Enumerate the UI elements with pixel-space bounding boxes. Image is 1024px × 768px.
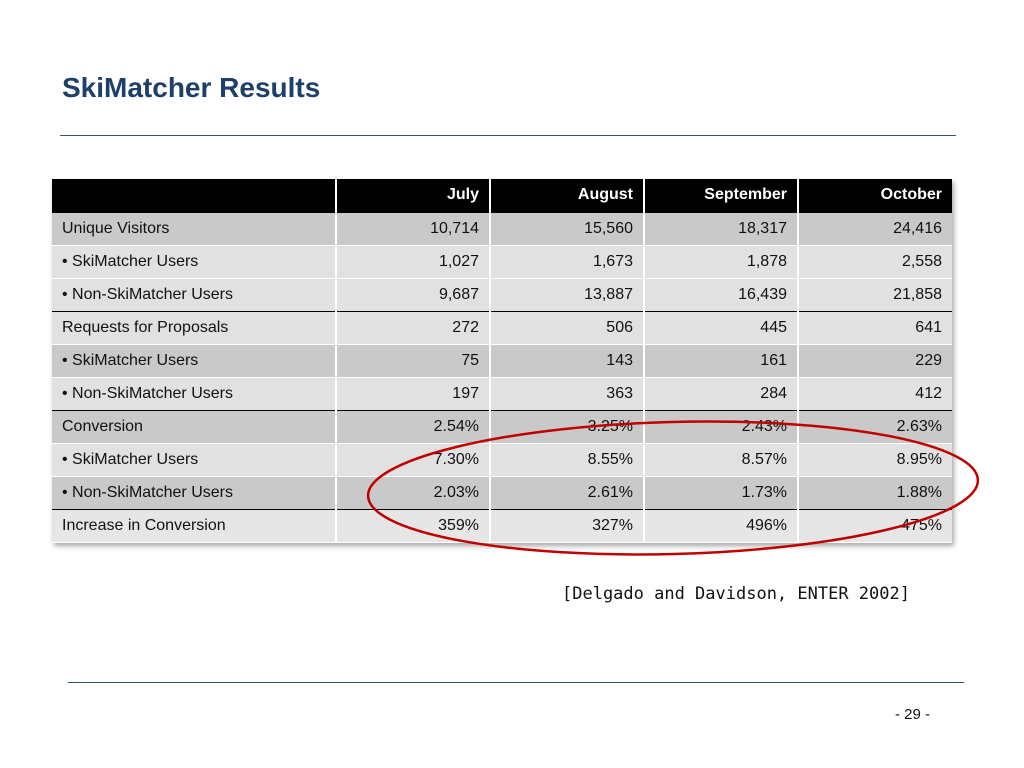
table-cell: 10,714: [336, 212, 490, 245]
table-cell: 2,558: [798, 245, 952, 278]
table-cell: 641: [798, 311, 952, 344]
bottom-divider: [68, 682, 964, 683]
row-label: Conversion: [52, 410, 336, 443]
table-cell: 2.61%: [490, 476, 644, 509]
table-cell: 8.55%: [490, 443, 644, 476]
table-cell: 161: [644, 344, 798, 377]
table-cell: 143: [490, 344, 644, 377]
table-cell: 7.30%: [336, 443, 490, 476]
row-label: Unique Visitors: [52, 212, 336, 245]
table-row: [52, 509, 952, 542]
header-cell-september: September: [644, 179, 798, 212]
table-row: [52, 410, 952, 443]
row-label: • Non-SkiMatcher Users: [52, 278, 336, 311]
top-divider: [60, 135, 956, 136]
table-cell: 475%: [798, 509, 952, 542]
table-cell: 9,687: [336, 278, 490, 311]
results-table-container: [52, 179, 952, 543]
table-cell: 1,027: [336, 245, 490, 278]
table-cell: 8.95%: [798, 443, 952, 476]
results-table: [52, 179, 952, 543]
table-header-row: [52, 179, 952, 212]
header-cell-august: August: [490, 179, 644, 212]
table-cell: 197: [336, 377, 490, 410]
table-cell: 2.43%: [644, 410, 798, 443]
header-cell-blank: [52, 179, 336, 212]
table-cell: 21,858: [798, 278, 952, 311]
table-cell: 18,317: [644, 212, 798, 245]
table-row: [52, 278, 952, 311]
slide-title: SkiMatcher Results: [62, 72, 321, 103]
table-row: [52, 344, 952, 377]
row-label: • Non-SkiMatcher Users: [52, 377, 336, 410]
header-cell-october: October: [798, 179, 952, 212]
table-cell: 2.54%: [336, 410, 490, 443]
table-cell: 496%: [644, 509, 798, 542]
table-row: [52, 245, 952, 278]
table-cell: 2.03%: [336, 476, 490, 509]
row-label: Requests for Proposals: [52, 311, 336, 344]
table-cell: 359%: [336, 509, 490, 542]
table-cell: 284: [644, 377, 798, 410]
table-cell: 3.25%: [490, 410, 644, 443]
table-cell: 1.88%: [798, 476, 952, 509]
page-number: - 29 -: [895, 706, 931, 723]
table-cell: 363: [490, 377, 644, 410]
table-cell: 2.63%: [798, 410, 952, 443]
table-cell: 13,887: [490, 278, 644, 311]
row-label: Increase in Conversion: [52, 509, 336, 542]
row-label: • SkiMatcher Users: [52, 443, 336, 476]
table-cell: 1,673: [490, 245, 644, 278]
table-cell: 16,439: [644, 278, 798, 311]
table-cell: 15,560: [490, 212, 644, 245]
table-row: [52, 476, 952, 509]
table-row: [52, 443, 952, 476]
table-cell: 1.73%: [644, 476, 798, 509]
table-row: [52, 377, 952, 410]
table-cell: 272: [336, 311, 490, 344]
table-cell: 327%: [490, 509, 644, 542]
table-cell: 24,416: [798, 212, 952, 245]
table-cell: 412: [798, 377, 952, 410]
table-row: [52, 311, 952, 344]
table-cell: 1,878: [644, 245, 798, 278]
row-label: • Non-SkiMatcher Users: [52, 476, 336, 509]
row-label: • SkiMatcher Users: [52, 245, 336, 278]
table-row: [52, 212, 952, 245]
row-label: • SkiMatcher Users: [52, 344, 336, 377]
table-cell: 506: [490, 311, 644, 344]
source-citation: [Delgado and Davidson, ENTER 2002]: [562, 584, 910, 604]
table-cell: 229: [798, 344, 952, 377]
table-cell: 8.57%: [644, 443, 798, 476]
header-cell-july: July: [336, 179, 490, 212]
table-cell: 75: [336, 344, 490, 377]
table-cell: 445: [644, 311, 798, 344]
